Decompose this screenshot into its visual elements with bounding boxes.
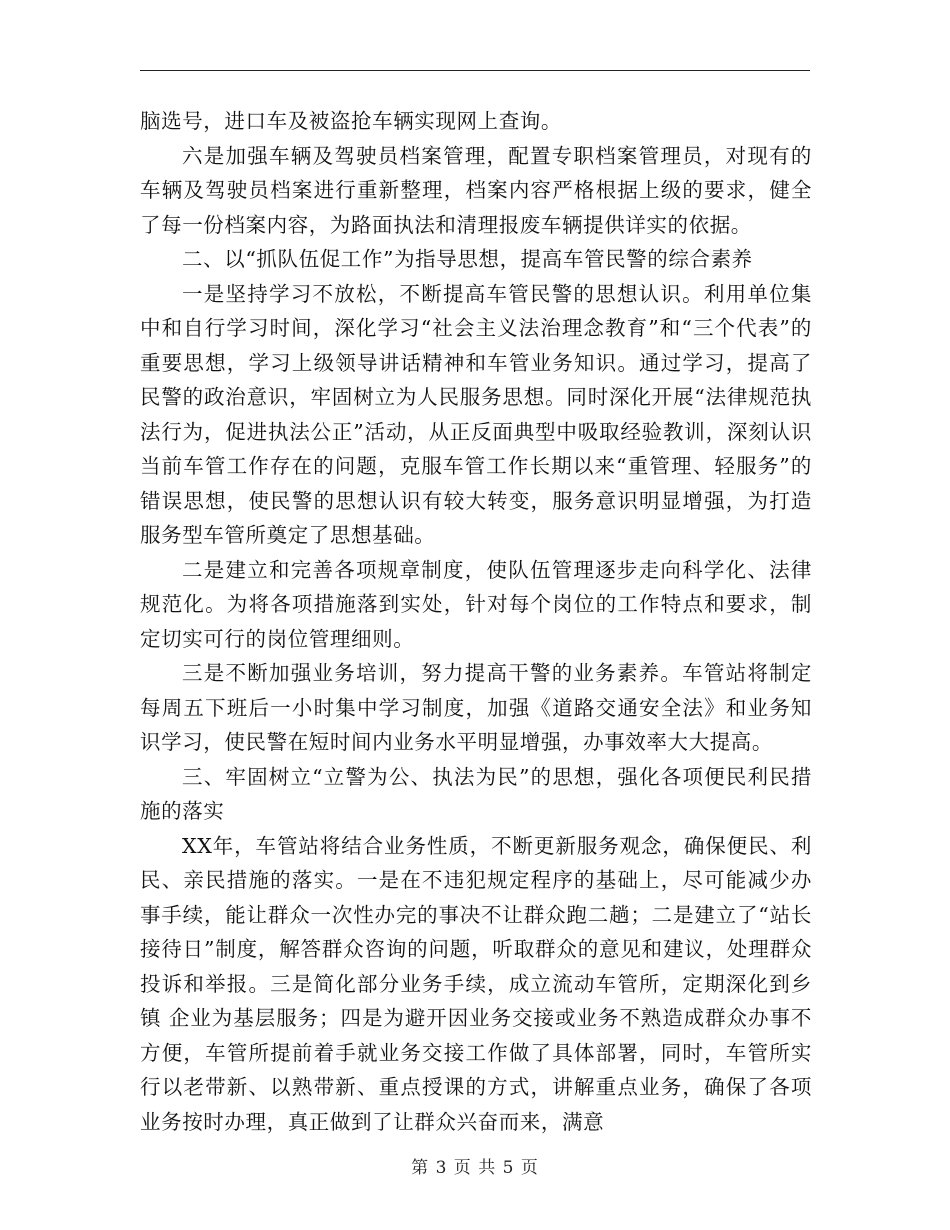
- section-heading: 三、牢固树立“立警为公、执法为民”的思想，强化各项便民利民措施的落实: [140, 764, 812, 823]
- paragraph: 一是坚持学习不放松，不断提高车管民警的思想认识。利用单位集中和自行学习时间，深化学习“社会主义法治理念教育”和“三个代表”的重要思想，学习上级领导讲话精神和车管业务知识。通过学习，提高了民警的政治意识，牢固树立为人民服务思想。同时深化开展“法律规范执法行为，促进执法公正”活动，从正反面典型中吸取经验教训，深刻认识当前车管工作存在的问题，克服车管工作长期以来“重管理、轻服务”的错误思想，使民警的思想认识有较大转变，服务意识明显增强，为打造服务型车管所奠定了思想基础。: [140, 281, 812, 547]
- paragraph: 六是加强车辆及驾驶员档案管理，配置专职档案管理员，对现有的车辆及驾驶员档案进行重新整理，档案内容严格根据上级的要求，健全了每一份档案内容，为路面执法和清理报废车辆提供详实的依据。: [140, 143, 812, 237]
- paragraph: 脑选号，进口车及被盗抢车辆实现网上查询。: [140, 109, 562, 133]
- header-rule: [140, 70, 810, 71]
- page-number: 第 3 页 共 5 页: [411, 1158, 539, 1178]
- document-body: [140, 104, 812, 1139]
- paragraph: XX年，车管站将结合业务性质，不断更新服务观念，确保便民、利民、亲民措施的落实。一是在不违犯规定程序的基础上，尽可能减少办事手续，能让群众一次性办完的事决不让群众跑二趟；二是建立了“站长接待日”制度，解答群众咨询的问题，听取群众的意见和建议，处理群众投诉和举报。三是简化部分业务手续，成立流动车管所，定期深化到乡镇 企业为基层服务；四是为避开因业务交接或业务不熟造成群众办事不方便，车管所提前着手就业务交接工作做了具体部署，同时，车管所实行以老带新、以熟带新、重点授课的方式，讲解重点业务，确保了各项业务按时办理，真正做到了让群众兴奋而来，满意: [140, 833, 812, 1134]
- paragraph: 三是不断加强业务培训，努力提高干警的业务素养。车管站将制定每周五下班后一小时集中学习制度，加强《道路交通安全法》和业务知识学习，使民警在短时间内业务水平明显增强，办事效率大大提高。: [140, 661, 812, 754]
- page-footer: [0, 1153, 950, 1178]
- paragraph: 二是建立和完善各项规章制度，使队伍管理逐步走向科学化、法律规范化。为将各项措施落到实处，针对每个岗位的工作特点和要求，制定切实可行的岗位管理细则。: [140, 557, 812, 651]
- section-heading: 二、以“抓队伍促工作”为指导思想，提高车管民警的综合素养: [182, 247, 753, 271]
